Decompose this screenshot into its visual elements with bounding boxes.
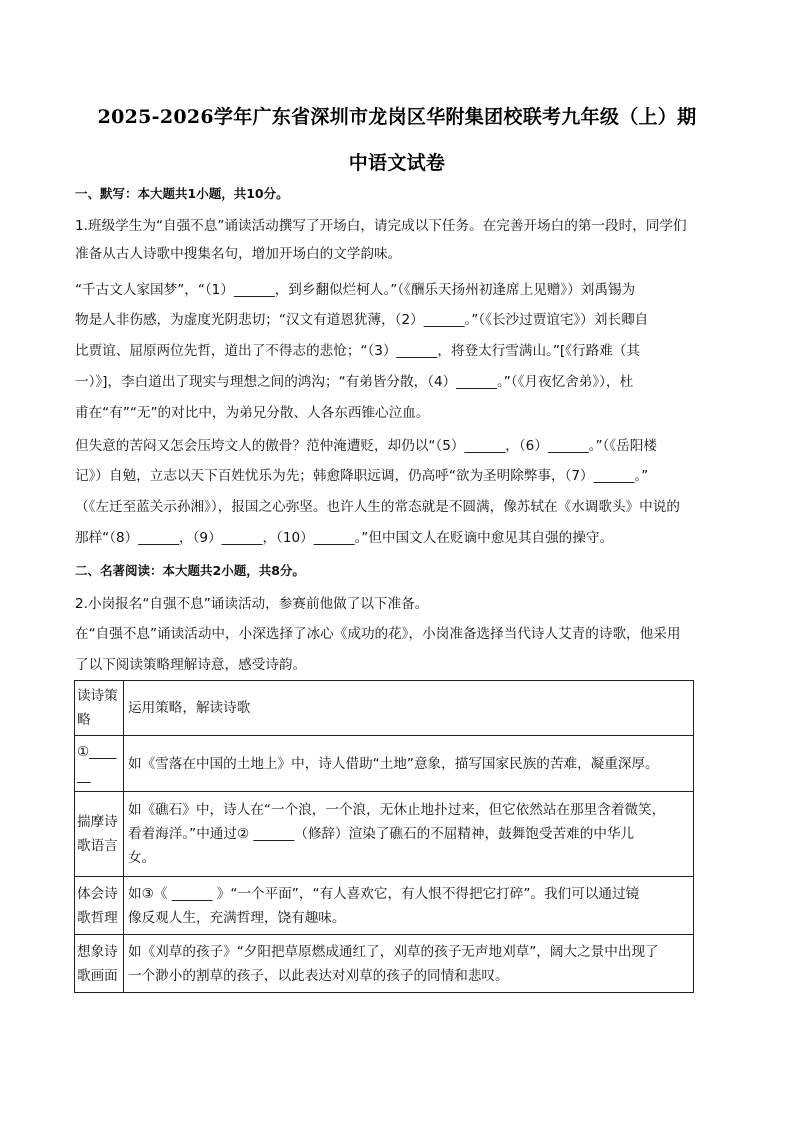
q2-line: 了以下阅读策略理解诗意，感受诗韵。 (75, 657, 307, 673)
q1-line: 但失意的苦闷又怎会压垮文人的傲骨？范仲淹遭贬，却仍以“（5）______，（6）______。”（《岳阳楼 (75, 438, 657, 454)
cell-text-line: 如《刈草的孩子》“夕阳把草原燃成通红了，刈草的孩子无声地刈草”，阔大之景中出现了 (128, 943, 659, 960)
q1-line: （《左迁至蓝关示孙湘》），报国之心弥坚。也许人生的常态就是不圆满，像苏轼在《水调歌头》中说的 (75, 499, 680, 515)
q2-line: 2.小岗报名“自强不息”诵读活动，参赛前他做了以下准备。 (75, 596, 429, 612)
exam-title-line-2: 中语文试卷 (348, 152, 446, 174)
cell-text-line: 女。 (128, 850, 156, 866)
strategy-content-cell (124, 935, 694, 993)
cell-text-line: 如③《 ______ 》“一个平面”，“有人喜欢它，有人恨不得把它打碎”。我们可以通过镜 (128, 885, 640, 902)
cell-text-line: 一个渺小的割草的孩子，以此表达对刈草的孩子的同情和悲叹。 (128, 967, 509, 984)
strategy-content-cell (124, 792, 694, 877)
exam-title-line-1: 2025-2026学年广东省深圳市龙岗区华附集团校联考九年级（上）期 (97, 106, 697, 128)
reading-strategy-table (74, 680, 694, 993)
q1-line: 那样“（8）______，（9）______，（10）______。”但中国文人在贬谪中愈见其自强的操守。 (75, 530, 614, 546)
q1-line: 物是人非伤感，为虚度光阴悲切；“汉文有道恩犹薄，（2）______。”（《长沙过贾谊宅》）刘长卿自 (75, 312, 649, 328)
q1-line: “千古文人家国梦”，“（1）______，到乡翻似烂柯人。”（《酬乐天扬州初逢席上见赠》）刘禹锡为 (75, 282, 636, 298)
cell-text-line: 像反观人生，充满哲理，饶有趣味。 (128, 909, 346, 926)
q1-line: 记》）自勉，立志以天下百姓忧乐为先；韩愈降职远调，仍高呼“欲为圣明除弊事，（7）______。” (75, 468, 649, 484)
strategy-content-cell (124, 681, 694, 736)
cell-text-line: 运用策略，解读诗歌 (128, 700, 251, 716)
cell-text-line: 如《雪落在中国的土地上》中，诗人借助“土地”意象，描写国家民族的苦难，凝重深厚。 (128, 755, 659, 772)
strategy-label-cell: 揣摩诗歌语言 (75, 792, 124, 877)
q2-line: 在“自强不息”诵读活动中，小深选择了冰心《成功的花》，小岗准备选择当代诗人艾青的诗歌，他采用 (75, 626, 681, 642)
q1-line: 准备从古人诗歌中搜集名句，增加开场白的文学韵味。 (75, 246, 402, 262)
strategy-label-cell: ①______ (75, 736, 124, 792)
strategy-label-cell: 体会诗歌哲理 (75, 877, 124, 935)
cell-text-line: 如《礁石》中，诗人在“一个浪，一个浪，无休止地扑过来，但它依然站在那里含着微笑， (128, 802, 666, 818)
q1-line: 比贾谊、屈原两位先哲，道出了不得志的悲怆；“（3）______，将登太行雪满山。”[《行路难（其 (75, 343, 640, 359)
strategy-content-cell (124, 736, 694, 792)
q1-line: 甫在“有”“无”的对比中，为弟兄分散、人各东西锥心泣血。 (75, 405, 430, 421)
section-2-header: 二、名著阅读：本大题共2小题，共8分。 (75, 563, 305, 578)
table-row (75, 792, 694, 877)
table-row (75, 877, 694, 935)
table-row (75, 935, 694, 993)
q1-line: 1.班级学生为“自强不息”诵读活动撰写了开场白，请完成以下任务。在完善开场白的第一段时，同学们 (75, 218, 687, 234)
strategy-content-cell (124, 877, 694, 935)
q1-line: 一）》]，李白道出了现实与理想之间的鸿沟；“有弟皆分散，（4）______。”（《月夜忆舍弟》），杜 (75, 374, 634, 390)
strategy-label-cell: 想象诗歌画面 (75, 935, 124, 993)
section-1-header: 一、默写：本大题共1小题，共10分。 (75, 186, 289, 201)
strategy-label-cell: 读诗策略 (75, 681, 124, 736)
table-row (75, 736, 694, 792)
table-row (75, 681, 694, 736)
cell-text-line: 看着海洋。”中通过② ______（修辞）渲染了礁石的不屈精神，鼓舞饱受苦难的中华儿 (128, 826, 635, 842)
